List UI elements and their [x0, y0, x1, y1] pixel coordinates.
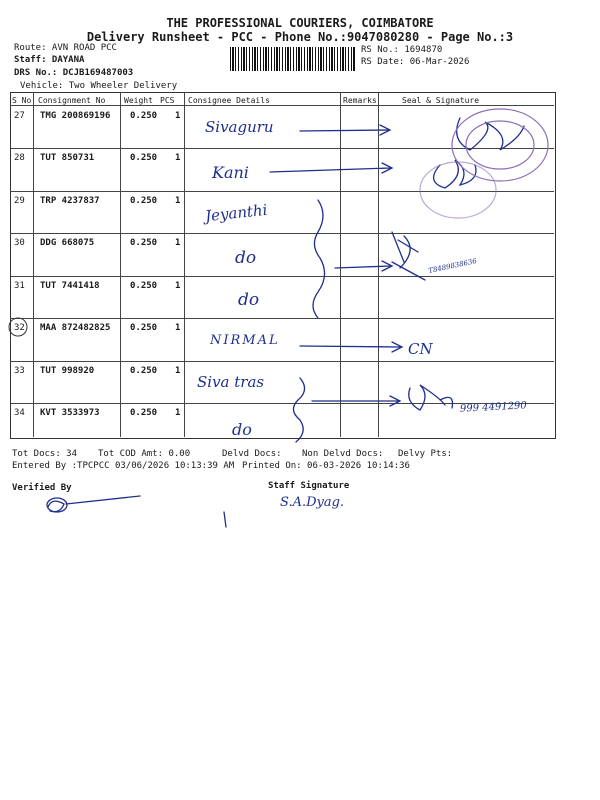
col-header-consignment: Consignment No [38, 96, 106, 105]
row-pcs: 1 [175, 323, 181, 333]
drs-label: DRS No.: DCJB169487003 [14, 68, 134, 78]
row-weight: 0.250 [130, 408, 158, 418]
row-weight: 0.250 [130, 111, 158, 121]
row-weight: 0.250 [130, 153, 158, 163]
company-stamp [420, 109, 548, 218]
col-header-pcs: PCS [160, 96, 175, 105]
row-consignment: TUT 998920 [40, 366, 95, 376]
row-consignment: KVT 3533973 [40, 408, 100, 418]
signature-mark [409, 385, 453, 410]
row-sno: 28 [14, 153, 25, 163]
delvy-pts: Delvy Pts: [398, 449, 453, 459]
row-weight: 0.250 [130, 366, 158, 376]
row-sno: 33 [14, 366, 25, 376]
entered-by: Entered By :TPCPCC 03/06/2026 10:13:39 AM [12, 461, 235, 471]
handwritten-consignee: do [235, 248, 257, 268]
row-weight: 0.250 [130, 238, 158, 248]
row-weight: 0.250 [130, 323, 158, 333]
arrow-icon [335, 261, 392, 271]
signature-mark [392, 232, 425, 280]
rs-no: RS No.: 1694870 [361, 45, 443, 55]
row-sno: 29 [14, 196, 25, 206]
handwritten-phone: T8489838636 [427, 256, 478, 276]
runsheet-subtitle: Delivery Runsheet - PCC - Phone No.:9047080280 - Page No.:3 [86, 30, 514, 44]
row-consignment: TUT 850731 [40, 153, 95, 163]
row-consignment: TMG 200869196 [40, 111, 111, 121]
handwritten-phone: 999 4491290 [459, 400, 528, 415]
arrow-icon [270, 163, 392, 173]
vehicle-label: Vehicle: Two Wheeler Delivery [20, 81, 178, 91]
col-header-remarks: Remarks [343, 96, 377, 105]
rs-date: RS Date: 06-Mar-2026 [361, 57, 470, 67]
row-sno: 34 [14, 408, 25, 418]
col-header-weight: Weight [124, 96, 153, 105]
brace-mark [313, 200, 325, 318]
row-consignment: TRP 4237837 [40, 196, 100, 206]
row-sno: 30 [14, 238, 25, 248]
row-weight: 0.250 [130, 281, 158, 291]
arrow-icon [312, 396, 400, 406]
staff-signature: S.A.Dyag. [280, 495, 345, 510]
row-pcs: 1 [175, 408, 181, 418]
company-title: THE PROFESSIONAL COURIERS, COIMBATORE [166, 16, 434, 30]
row-consignment: TUT 7441418 [40, 281, 100, 291]
handwritten-consignee: Siva tras [197, 373, 265, 391]
delvd-docs: Delvd Docs: [222, 449, 282, 459]
handwritten-consignee: NIRMAL [210, 333, 280, 348]
circle-mark [9, 318, 27, 336]
row-sno: 32 [14, 323, 25, 333]
handwritten-remark: CN [408, 340, 433, 358]
tot-cod: Tot COD Amt: 0.00 [98, 449, 191, 459]
staff-signature-label: Staff Signature [268, 481, 350, 491]
brace-mark [293, 378, 304, 442]
staff-label: Staff: DAYANA [14, 55, 85, 65]
row-pcs: 1 [175, 153, 181, 163]
row-sno: 31 [14, 281, 25, 291]
signature-mark [434, 160, 476, 188]
verified-by-label: Verified By [12, 483, 72, 493]
handwritten-consignee: Jeyanthi [204, 200, 269, 226]
col-header-consignee: Consignee Details [188, 96, 270, 105]
arrow-icon [300, 125, 390, 135]
tot-docs: Tot Docs: 34 [12, 449, 78, 459]
row-sno: 27 [14, 111, 25, 121]
col-header-sno: S No [12, 96, 32, 105]
row-pcs: 1 [175, 111, 181, 121]
row-pcs: 1 [175, 366, 181, 376]
route-label: Route: AVN ROAD PCC [14, 43, 117, 53]
non-delvd-docs: Non Delvd Docs: [302, 449, 384, 459]
printed-on: Printed On: 06-03-2026 10:14:36 [242, 461, 410, 471]
handwritten-consignee: do [232, 420, 252, 439]
handwritten-consignee: Kani [212, 163, 249, 182]
row-pcs: 1 [175, 196, 181, 206]
handwritten-consignee: do [238, 290, 260, 310]
row-pcs: 1 [175, 238, 181, 248]
arrow-icon [300, 342, 402, 352]
row-consignment: MAA 872482825 [40, 323, 111, 333]
col-header-seal: Seal & Signature [402, 96, 480, 105]
row-pcs: 1 [175, 281, 181, 291]
row-weight: 0.250 [130, 196, 158, 206]
handwritten-consignee: Sivaguru [205, 118, 274, 136]
row-consignment: DDG 668075 [40, 238, 95, 248]
